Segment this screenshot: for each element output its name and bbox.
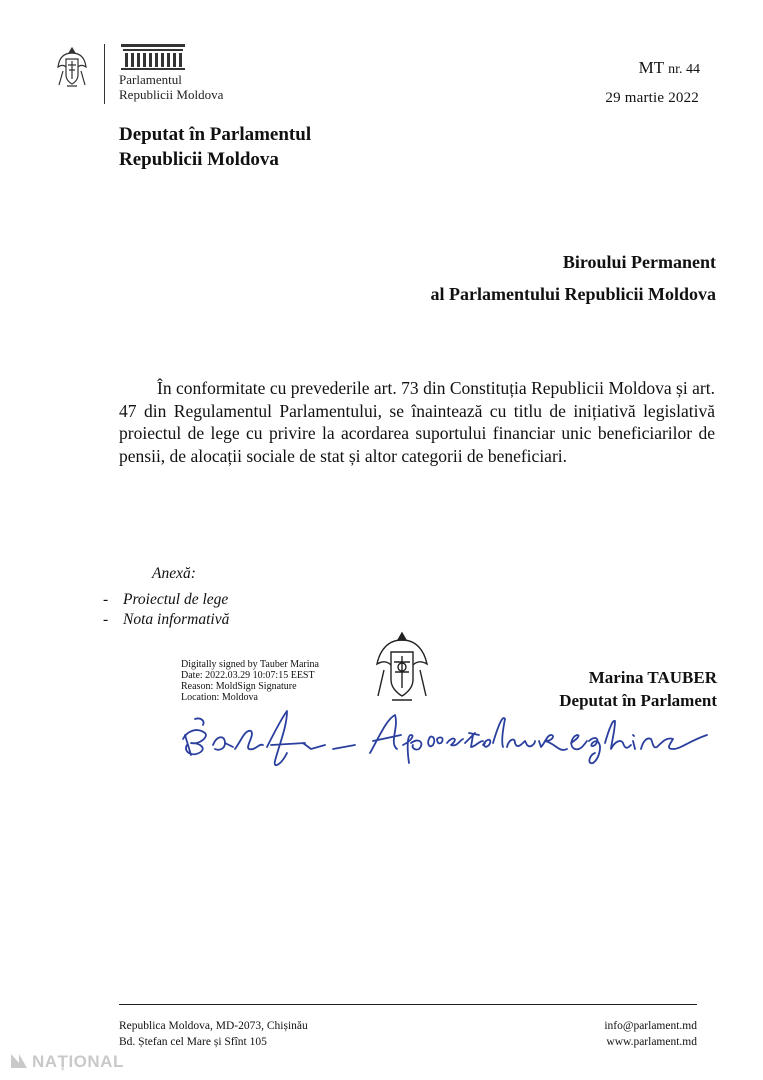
watermark-icon [10, 1053, 28, 1069]
watermark-logo [10, 1052, 124, 1072]
footer-email[interactable]: info@parlament.md [604, 1020, 697, 1032]
letter-body: În conformitate cu prevederile art. 73 din Constituția Republicii Moldova și art. 47 din Regulamentul Parlamentului, se înaintează cu titlu de inițiativă legislativă proiectul de lege cu privire la acordarea suportului financiar unic beneficiarilor de pensii, de alocații sociale de stat și altor categorii de beneficiari. [119, 378, 715, 466]
footer-address-line: Bd. Ștefan cel Mare și Sfînt 105 [119, 1036, 267, 1048]
parliament-building-icon [121, 44, 185, 70]
annex-item-label: Nota informativă [123, 611, 230, 628]
footer-divider [119, 1004, 697, 1005]
footer-address [119, 1018, 308, 1050]
institution-line: Parlamentul [119, 72, 182, 87]
reference-number [639, 58, 700, 78]
annex-list [103, 590, 229, 630]
digital-signature-line: Digitally signed by Tauber Marina [181, 659, 319, 670]
digital-signature-line: Date: 2022.03.29 10:07:15 EEST [181, 670, 315, 681]
header-divider [104, 44, 105, 104]
annex-label: Anexă: [152, 565, 196, 582]
addressee-line: Biroului Permanent [562, 252, 716, 272]
digital-signature-line: Reason: MoldSign Signature [181, 681, 297, 692]
institution-name [119, 72, 223, 102]
handwritten-signature [175, 705, 735, 780]
watermark-text: NAȚIONAL [32, 1052, 124, 1071]
footer-contacts [604, 1018, 697, 1050]
annex-item-label: Proiectul de lege [123, 591, 229, 608]
addressee-line: al Parlamentului Republicii Moldova [430, 284, 716, 304]
sender-line: Republicii Moldova [119, 149, 279, 170]
sender-title [119, 122, 311, 172]
reference-prefix: MT [638, 58, 664, 77]
signer-name: Marina TAUBER [588, 668, 717, 687]
signer-role: Deputat în Parlament [559, 691, 717, 710]
footer-website[interactable]: www.parlament.md [606, 1036, 697, 1048]
institution-line: Republicii Moldova [119, 87, 224, 102]
digital-signature-line: Location: Moldova [181, 692, 258, 703]
annex-item: - Nota informativă [103, 611, 230, 628]
addressee [430, 246, 716, 310]
sender-line: Deputat în Parlamentul [119, 124, 312, 145]
signature-coat-of-arms-icon [372, 630, 432, 708]
footer-address-line: Republica Moldova, MD-2073, Chișinău [119, 1020, 308, 1032]
annex-item: - Proiectul de lege [103, 591, 229, 608]
digital-signature-info [181, 659, 319, 703]
reference-value: nr. 44 [668, 62, 700, 77]
document-date: 29 martie 2022 [605, 90, 699, 106]
coat-of-arms-icon [55, 45, 89, 91]
